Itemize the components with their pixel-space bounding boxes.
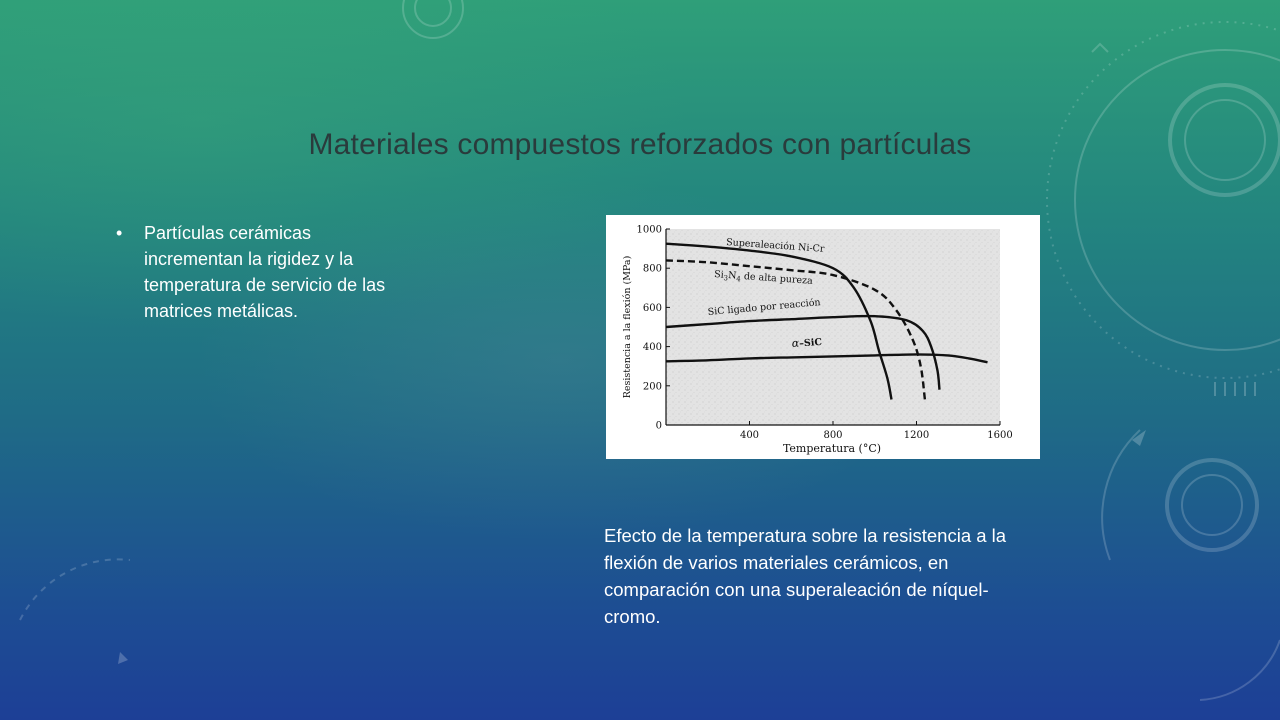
y-tick-label: 800 xyxy=(642,263,662,275)
plot-area xyxy=(666,229,1000,425)
figure-caption: Efecto de la temperatura sobre la resistencia a la flexión de varios materiales cerámicos, en comparación con una superaleación de níquel-cromo. xyxy=(604,525,1007,627)
deco-arc-left xyxy=(20,559,130,620)
bullet-list xyxy=(114,220,414,324)
deco-arc-lower xyxy=(1102,430,1140,560)
deco-circle-top-inner xyxy=(415,0,451,26)
slide-title: Materiales compuestos reforzados con partículas xyxy=(308,128,972,161)
y-tick-label: 200 xyxy=(642,381,662,393)
deco-dial-mid xyxy=(1075,50,1280,350)
x-tick-label: 800 xyxy=(823,430,843,441)
y-tick-label: 600 xyxy=(642,302,662,314)
bullet-marker: • xyxy=(116,223,123,243)
deco-chevron xyxy=(1092,44,1108,52)
x-tick-label: 1200 xyxy=(903,430,930,441)
label-alpha-sic: α–SiC xyxy=(791,336,823,350)
deco-arc-right xyxy=(1200,640,1280,700)
y-axis-label: Resistencia a la flexión (MPa) xyxy=(622,255,633,399)
y-tick-label: 0 xyxy=(655,420,662,432)
chart-image xyxy=(606,215,1040,459)
x-axis-label: Temperatura (°C) xyxy=(782,442,882,455)
deco-tick-bars xyxy=(1215,382,1255,396)
deco-arrow-right xyxy=(1132,430,1146,446)
y-tick-label: 400 xyxy=(642,342,662,354)
label-reaction-bonded-sic: SiC ligado por reacción xyxy=(707,297,822,318)
y-tick-label: 1000 xyxy=(636,224,662,236)
deco-circle-top xyxy=(403,0,463,38)
bullet-item xyxy=(114,220,414,324)
label-si3n4: $Si_3N_4$ de alta pureza xyxy=(713,269,814,287)
x-tick-label: 1600 xyxy=(987,430,1013,441)
label-ni-cr-superalloy: Superaleación Ni-Cr xyxy=(725,237,825,255)
strength-vs-temperature-chart xyxy=(606,215,1040,459)
x-tick-label: 400 xyxy=(739,430,760,441)
bullet-text: Partículas cerámicas incrementan la rigidez y la temperatura de servicio de las matrices metálicas. xyxy=(144,223,386,321)
deco-ring-lower-inner xyxy=(1182,475,1242,535)
deco-ring-lower xyxy=(1167,460,1257,550)
deco-dial-outer xyxy=(1047,22,1280,378)
deco-arrow-left xyxy=(118,652,128,664)
